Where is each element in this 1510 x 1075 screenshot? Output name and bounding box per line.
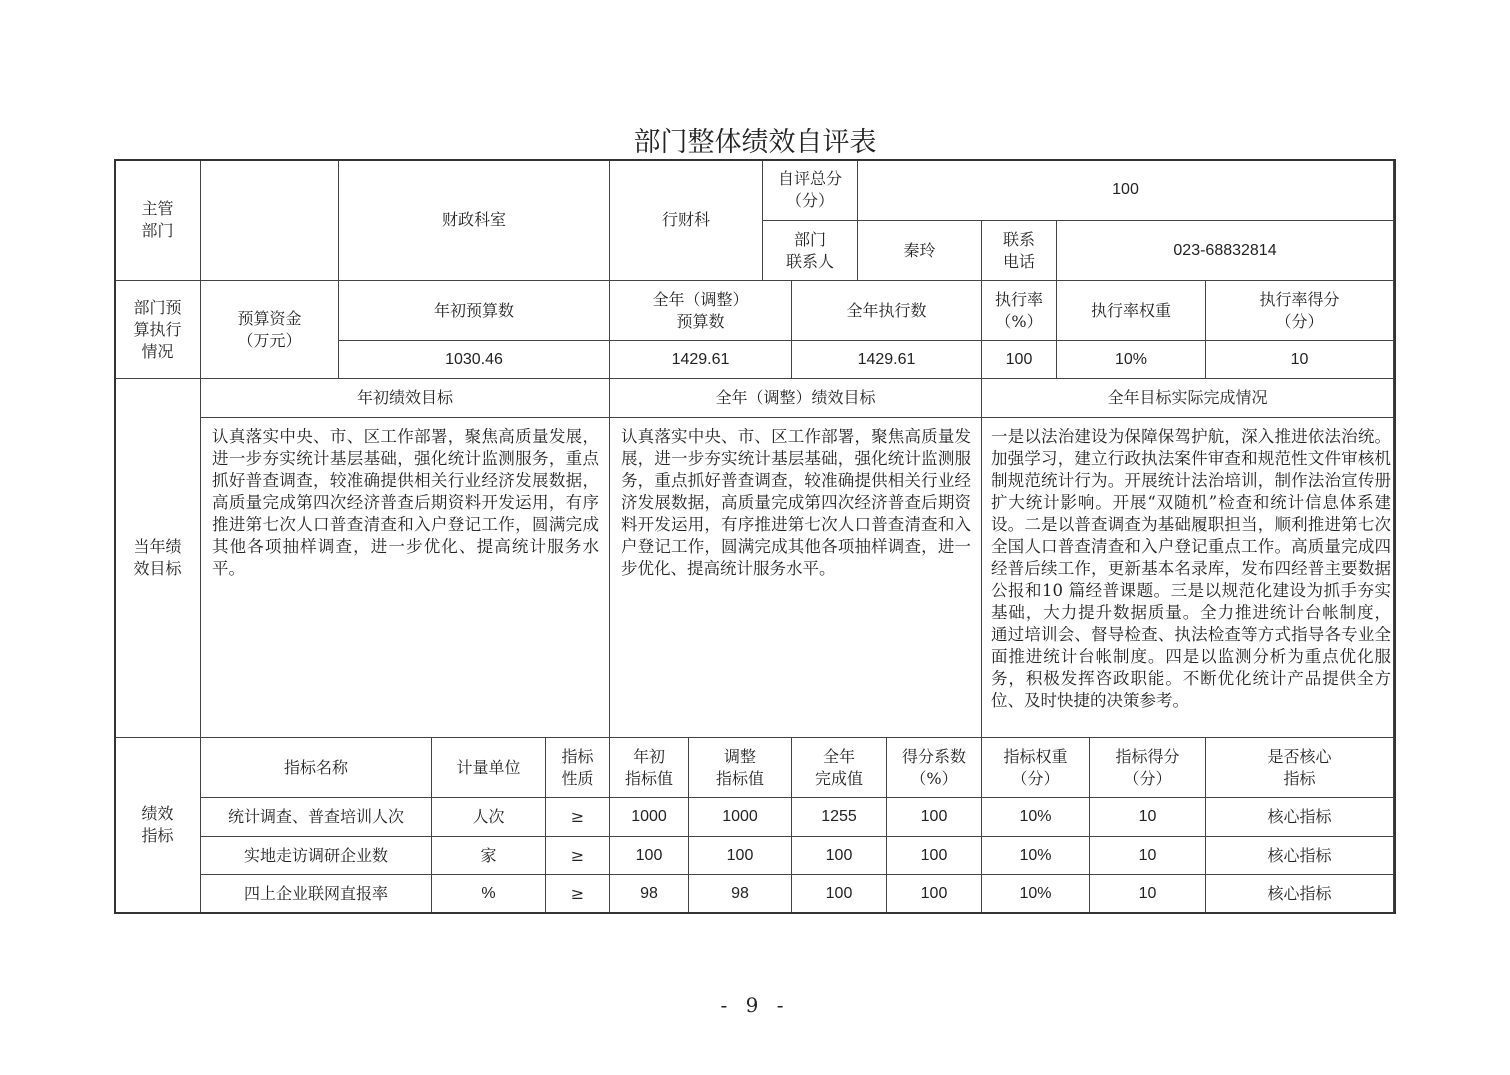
- indicator-cell-text: 核心指标: [1267, 807, 1332, 826]
- goals-label: [114, 378, 201, 738]
- indicator-cell-text: ≥: [570, 807, 585, 826]
- indicator-cell-text: 四上企业联网直报率: [243, 883, 388, 903]
- indicator-cell: [981, 874, 1090, 913]
- indicator-cell-text: 实地走访调研企业数: [243, 845, 388, 865]
- indicator-header-text: 指标权重 （分）: [1003, 746, 1068, 788]
- score-value-text: 100: [1112, 181, 1139, 198]
- goal-adjusted-text: [609, 417, 982, 738]
- budget-header-text: 执行率得分 （分）: [1259, 289, 1340, 331]
- indicator-cell: [1089, 836, 1206, 875]
- indicator-cell-text: 10%: [1019, 808, 1052, 825]
- goal-initial-text: [200, 417, 610, 738]
- budget-value: [609, 340, 792, 379]
- dept-label: [114, 159, 201, 281]
- indicator-cell: [609, 836, 689, 875]
- indicator-header-text: 年初 指标值: [624, 746, 673, 788]
- indicator-cell-text: 100: [825, 884, 853, 902]
- indicator-header: [1205, 737, 1394, 798]
- indicator-cell-text: 10%: [1019, 884, 1052, 902]
- indicator-cell: [1089, 797, 1206, 837]
- goals-label-text: 当年绩 效目标: [133, 537, 182, 578]
- page-title: 部门整体绩效自评表: [633, 127, 877, 158]
- goal-header-text: 全年目标实际完成情况: [1107, 388, 1268, 407]
- indicator-cell-text: 100: [825, 846, 853, 864]
- indicator-cell: [1205, 836, 1394, 875]
- goal-actual-text-text: 一是以法治建设为保障保驾护航，深入推进依法治统。加强学习，建立行政执法案件审查和规范性文件审核机制规范统计行为。开展统计法治培训，制作法治宣传册扩大统计影响。开展“双随机”检查和统计信息体系建设。二是以普查调查为基础履职担当，顺利推进第七次全国人口普查清查和入户登记重点工作。高质量完成四经普后续工作，更新基本名录库，发布四经普主要数据公报和10 篇经普课题。三是以规范化建设为抓手夯实基础，大力提升数据质量。全力推进统计台帐制度， 通过培训会、督导检查、执法检查等方式指导各专业全面推进统计台帐制度。四是以监测分析为重点优化服务，积极发挥咨政职能。不断优化统计产品提供全方位、及时快捷的决策参考。: [991, 427, 1391, 710]
- indicator-cell: [200, 797, 432, 837]
- budget-header-text: 全年执行数: [846, 300, 927, 320]
- indicator-cell-text: 98: [640, 884, 658, 902]
- indicator-cell: [981, 797, 1090, 837]
- dept-label-text: 主管 部门: [141, 199, 174, 240]
- dept-empty: [200, 159, 339, 281]
- goal-header: [200, 378, 610, 418]
- indicator-header-text: 得分系数 （%）: [901, 746, 966, 788]
- contact-value-text: 秦玲: [903, 240, 936, 260]
- indicator-cell: [545, 797, 610, 837]
- budget-value-text: 1030.46: [445, 350, 503, 368]
- indicator-cell: [688, 874, 792, 913]
- indicator-cell: [1205, 874, 1394, 913]
- indicator-cell-text: 10: [1138, 846, 1157, 864]
- indicator-cell-text: 1000: [631, 808, 667, 825]
- indicator-cell: [545, 874, 610, 913]
- indicator-cell-text: 1000: [722, 808, 758, 825]
- budget-header-text: 执行率权重: [1090, 300, 1171, 320]
- indicator-cell-text: 98: [731, 884, 749, 902]
- indicator-cell: [886, 874, 982, 913]
- indicator-cell: [1089, 874, 1206, 913]
- indicator-cell-text: 100: [726, 846, 754, 864]
- indicator-header: [431, 737, 546, 798]
- contact-label: [762, 220, 858, 281]
- indicator-header-text: 调整 指标值: [715, 746, 764, 788]
- indicator-cell-text: 1255: [821, 808, 857, 825]
- budget-value: [338, 340, 610, 379]
- budget-header: [791, 280, 982, 341]
- indicator-cell: [791, 836, 887, 875]
- indicator-header-text: 指标名称: [283, 757, 348, 777]
- indicator-cell-text: 核心指标: [1267, 845, 1332, 865]
- budget-header: [338, 280, 610, 341]
- indicator-cell-text: 100: [920, 846, 948, 864]
- indicator-cell-text: 100: [920, 884, 948, 902]
- goal-adjusted-text-text: 认真落实中央、市、区工作部署，聚焦高质量发展，进一步夯实统计基层基础，强化统计监测服务，重点抓好普查调查，较准确提供相关行业经济发展数据，高质量完成第四次经济普查后期资料开发运用，有序推进第七次人口普查清查和入户登记工作，圆满完成其他各项抽样调查，进一步优化、提高统计服务水平。: [621, 427, 971, 578]
- indicator-cell: [431, 874, 546, 913]
- indicator-cell-text: 10%: [1019, 846, 1052, 864]
- budget-header-text: 全年（调整） 预算数: [652, 289, 749, 331]
- indicator-header: [1089, 737, 1206, 798]
- indicator-header: [200, 737, 432, 798]
- budget-value-text: 100: [1005, 350, 1033, 368]
- indicator-cell: [688, 797, 792, 837]
- indicator-cell-text: 统计调查、普查培训人次: [227, 807, 404, 826]
- score-value: [857, 159, 1394, 221]
- budget-value: [1205, 340, 1394, 379]
- fund-label-text: 预算资金 （万元）: [237, 308, 302, 350]
- indicator-cell-text: 家: [480, 845, 497, 865]
- budget-value-text: 10%: [1114, 350, 1148, 368]
- indicator-cell-text: ≥: [570, 845, 585, 865]
- indicator-cell-text: 100: [635, 846, 663, 864]
- budget-header-text: 年初预算数: [433, 300, 514, 320]
- page-number: - 9 -: [720, 993, 790, 1017]
- indicator-cell-text: 核心指标: [1267, 883, 1332, 903]
- budget-header-text: 执行率 （%）: [994, 289, 1043, 331]
- goal-actual-text: [981, 417, 1394, 738]
- goal-header-text: 全年（调整）绩效目标: [715, 388, 876, 407]
- indicator-cell: [431, 836, 546, 875]
- indicator-header: [609, 737, 689, 798]
- indicator-cell: [609, 874, 689, 913]
- indicator-header-text: 全年 完成值: [814, 746, 863, 788]
- budget-value-text: 10: [1290, 350, 1309, 368]
- indicator-header: [981, 737, 1090, 798]
- indicator-header-text: 指标得分 （分）: [1115, 746, 1180, 788]
- goal-initial-text-text: 认真落实中央、市、区工作部署，聚焦高质量发展，进一步夯实统计基层基础，强化统计监测服务，重点抓好普查调查，较准确提供相关行业经济发展数据，高质量完成第四次经济普查后期资料开发运用，有序推进第七次人口普查清查和入户登记工作，圆满完成其他各项抽样调查，进一步优化、提高统计服务水平。: [212, 427, 599, 578]
- score-label: [762, 159, 858, 221]
- budget-header: [1205, 280, 1394, 341]
- budget-value-text: 1429.61: [857, 350, 916, 368]
- indicator-header: [688, 737, 792, 798]
- goal-header: [609, 378, 982, 418]
- goal-header: [981, 378, 1394, 418]
- indicator-cell-text: %: [481, 884, 496, 902]
- score-label-text: 自评总分 （分）: [777, 169, 842, 210]
- indicator-header-text: 计量单位: [456, 757, 521, 777]
- indicator-header-text: 指标 性质: [561, 746, 594, 788]
- indicator-cell: [431, 797, 546, 837]
- contact-label-text: 部门 联系人: [785, 229, 834, 271]
- indicator-cell: [886, 836, 982, 875]
- indicator-cell: [200, 836, 432, 875]
- indicator-cell-text: ≥: [570, 883, 585, 903]
- fund-label: [200, 280, 339, 379]
- phone-value-text: 023-68832814: [1173, 241, 1277, 259]
- indicator-cell: [688, 836, 792, 875]
- dept-section: [609, 159, 763, 281]
- indicator-cell-text: 10: [1138, 808, 1157, 825]
- indicator-cell: [886, 797, 982, 837]
- budget-label-text: 部门预 算执行 情况: [133, 297, 182, 361]
- goal-header-text: 年初绩效目标: [356, 388, 453, 407]
- indicator-cell: [200, 874, 432, 913]
- budget-header: [981, 280, 1057, 341]
- indicator-cell: [791, 874, 887, 913]
- indicator-cell: [981, 836, 1090, 875]
- budget-value: [791, 340, 982, 379]
- dept-name: [338, 159, 610, 281]
- budget-header: [1056, 280, 1206, 341]
- indicator-cell-text: 10: [1138, 884, 1157, 902]
- indicator-header: [545, 737, 610, 798]
- budget-header: [609, 280, 792, 341]
- indicators-label-text: 绩效 指标: [141, 804, 174, 845]
- budget-value: [981, 340, 1057, 379]
- budget-value-text: 1429.61: [671, 350, 730, 368]
- phone-label-text: 联系 电话: [1002, 229, 1035, 271]
- phone-label: [981, 220, 1057, 281]
- budget-value: [1056, 340, 1206, 379]
- phone-value: [1056, 220, 1394, 281]
- indicator-cell: [1205, 797, 1394, 837]
- indicator-cell: [545, 836, 610, 875]
- dept-section-text: 行财科: [661, 210, 710, 229]
- budget-label: [114, 280, 201, 379]
- indicator-header: [886, 737, 982, 798]
- indicator-cell: [791, 797, 887, 837]
- indicators-label: [114, 737, 201, 913]
- contact-value: [857, 220, 982, 281]
- indicator-header: [791, 737, 887, 798]
- indicator-cell: [609, 797, 689, 837]
- indicator-cell-text: 100: [920, 808, 948, 825]
- dept-name-text: 财政科室: [441, 210, 506, 229]
- indicator-cell-text: 人次: [472, 807, 505, 826]
- indicator-header-text: 是否核心 指标: [1267, 746, 1332, 788]
